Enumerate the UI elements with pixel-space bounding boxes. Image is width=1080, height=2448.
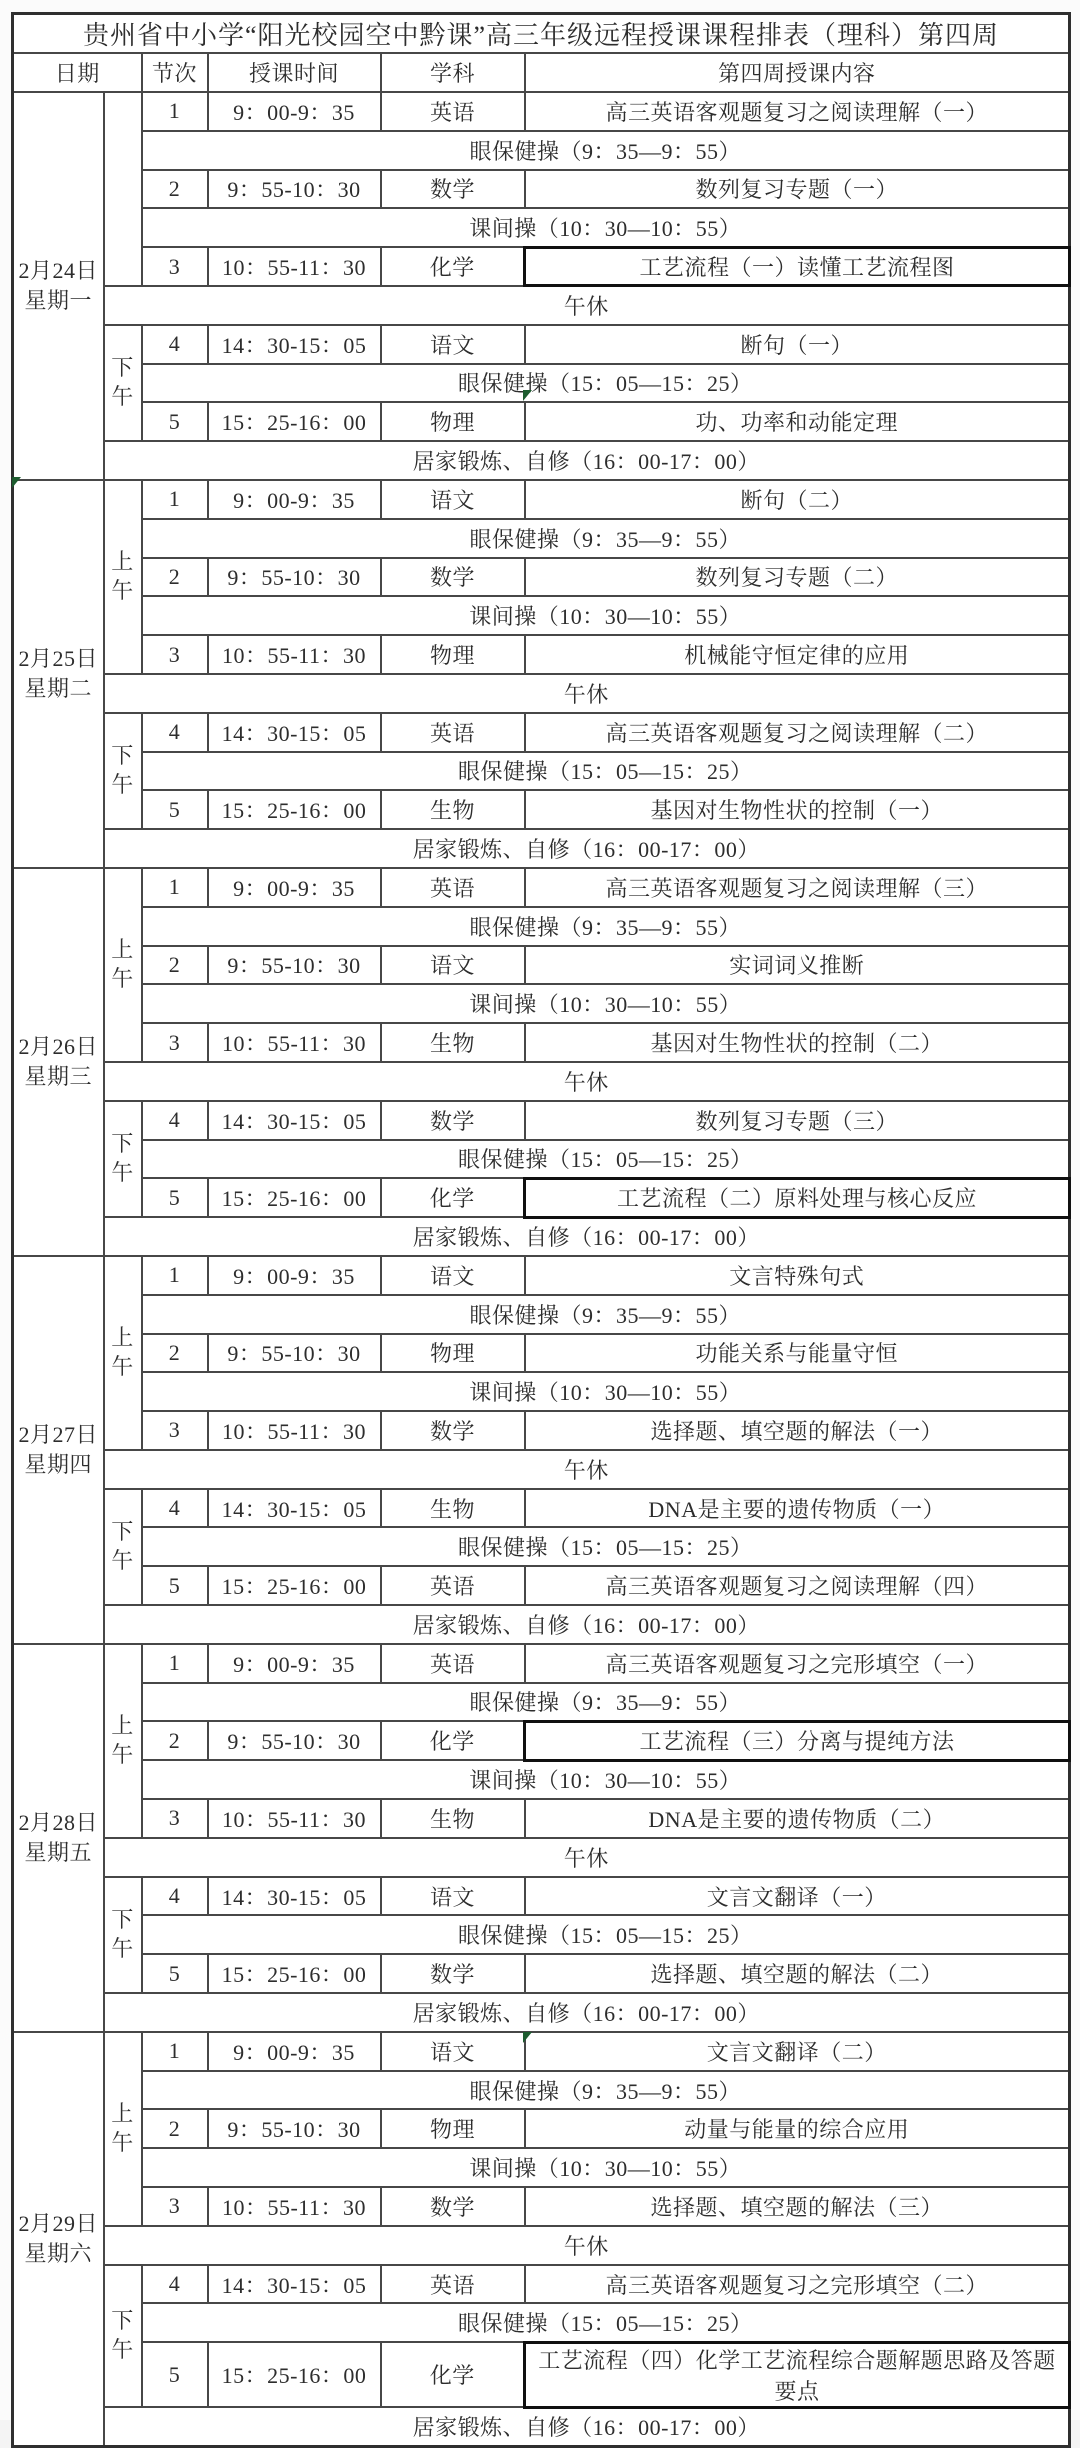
am-pm-label: 下午 [104, 2265, 142, 2408]
timetable [11, 12, 1071, 2448]
noon-break-row: 午休 [104, 1062, 1070, 1101]
lesson-subject: 英语 [381, 2265, 525, 2304]
period-number: 5 [142, 790, 208, 829]
col-header-content: 第四周授课内容 [525, 53, 1070, 92]
lesson-content: 高三英语客观题复习之阅读理解（二） [525, 713, 1070, 752]
lesson-content: 工艺流程（一）读懂工艺流程图 [525, 247, 1070, 286]
lesson-content: 选择题、填空题的解法（一） [525, 1411, 1070, 1450]
lesson-time: 10：55-11：30 [208, 2187, 381, 2226]
col-header-subject: 学科 [381, 53, 525, 92]
period-number: 3 [142, 2187, 208, 2226]
am-pm-label: 下午 [104, 1101, 142, 1217]
period-number: 1 [142, 92, 208, 131]
lesson-subject: 生物 [381, 1023, 525, 1062]
lesson-content: 文言文翻译（二） [525, 2032, 1070, 2071]
lesson-time: 15：25-16：00 [208, 402, 381, 441]
col-header-time: 授课时间 [208, 53, 381, 92]
lesson-content: DNA是主要的遗传物质（二） [525, 1799, 1070, 1838]
period-number: 3 [142, 635, 208, 674]
lesson-subject: 化学 [381, 247, 525, 286]
period-number: 5 [142, 2342, 208, 2407]
date-cell [13, 480, 104, 868]
period-number: 2 [142, 2109, 208, 2148]
period-number: 2 [142, 170, 208, 209]
lesson-time: 9：55-10：30 [208, 558, 381, 597]
date-cell [13, 92, 104, 480]
lesson-time: 14：30-15：05 [208, 1877, 381, 1916]
period-number: 4 [142, 2265, 208, 2304]
lesson-time: 14：30-15：05 [208, 713, 381, 752]
lesson-content: 高三英语客观题复习之阅读理解（四） [525, 1566, 1070, 1605]
lesson-content: 数列复习专题（一） [525, 170, 1070, 209]
lesson-content: 高三英语客观题复习之完形填空（二） [525, 2265, 1070, 2304]
green-corner-marker [523, 2032, 532, 2043]
eye-exercise-row: 眼保健操（9：35—9：55） [142, 1295, 1070, 1334]
lesson-content: 高三英语客观题复习之阅读理解（一） [525, 92, 1070, 131]
date-cell [13, 868, 104, 1256]
lesson-time: 9：00-9：35 [208, 92, 381, 131]
date-text: 2月26日 [18, 1034, 98, 1060]
lesson-content: 文言特殊句式 [525, 1256, 1070, 1295]
eye-exercise-row: 眼保健操（9：35—9：55） [142, 131, 1070, 170]
lesson-time: 15：25-16：00 [208, 1178, 381, 1217]
lesson-time: 9：00-9：35 [208, 480, 381, 519]
lesson-subject: 语文 [381, 325, 525, 364]
date-text: 2月29日 [18, 2210, 98, 2236]
eye-exercise-row: 眼保健操（9：35—9：55） [142, 1683, 1070, 1722]
lesson-time: 9：00-9：35 [208, 868, 381, 907]
lesson-subject: 化学 [381, 1178, 525, 1217]
weekday-text: 星期六 [24, 2240, 92, 2266]
period-number: 1 [142, 1256, 208, 1295]
eye-exercise-row: 眼保健操（15：05—15：25） [142, 364, 1070, 403]
period-number: 4 [142, 1877, 208, 1916]
date-text: 2月28日 [18, 1810, 98, 1836]
period-number: 3 [142, 1023, 208, 1062]
lesson-content: 断句（二） [525, 480, 1070, 519]
lesson-subject: 数学 [381, 1954, 525, 1993]
date-text: 2月25日 [18, 646, 98, 672]
lesson-time: 9：55-10：30 [208, 1334, 381, 1373]
eye-exercise-row: 眼保健操（9：35—9：55） [142, 907, 1070, 946]
lesson-subject: 物理 [381, 402, 525, 441]
period-number: 1 [142, 480, 208, 519]
lesson-content: DNA是主要的遗传物质（一） [525, 1489, 1070, 1528]
col-header-period: 节次 [142, 53, 208, 92]
lesson-content: 数列复习专题（三） [525, 1101, 1070, 1140]
recess-row: 课间操（10：30—10：55） [142, 208, 1070, 247]
lesson-content: 基因对生物性状的控制（一） [525, 790, 1070, 829]
lesson-time: 10：55-11：30 [208, 1411, 381, 1450]
lesson-subject: 英语 [381, 1566, 525, 1605]
noon-break-row: 午休 [104, 1450, 1070, 1489]
page-title: 贵州省中小学“阳光校园空中黔课”高三年级远程授课课程排表（理科）第四周 [13, 14, 1070, 54]
period-number: 2 [142, 558, 208, 597]
lesson-subject: 数学 [381, 558, 525, 597]
lesson-time: 14：30-15：05 [208, 2265, 381, 2304]
recess-row: 课间操（10：30—10：55） [142, 1760, 1070, 1799]
am-pm-label: 上午 [104, 868, 142, 1062]
am-pm-label: 上午 [104, 1644, 142, 1838]
lesson-time: 9：00-9：35 [208, 1644, 381, 1683]
lesson-time: 10：55-11：30 [208, 1023, 381, 1062]
lesson-content: 工艺流程（二）原料处理与核心反应 [525, 1178, 1070, 1217]
weekday-text: 星期二 [24, 675, 92, 701]
lesson-time: 14：30-15：05 [208, 1101, 381, 1140]
lesson-content: 选择题、填空题的解法（三） [525, 2187, 1070, 2226]
lesson-subject: 化学 [381, 2342, 525, 2407]
am-pm-label: 上午 [104, 480, 142, 674]
period-number: 1 [142, 1644, 208, 1683]
lesson-time: 9：00-9：35 [208, 1256, 381, 1295]
eye-exercise-row: 眼保健操（9：35—9：55） [142, 519, 1070, 558]
lesson-time: 15：25-16：00 [208, 1566, 381, 1605]
lesson-content: 断句（一） [525, 325, 1070, 364]
period-number: 5 [142, 1178, 208, 1217]
lesson-time: 9：55-10：30 [208, 170, 381, 209]
date-cell [13, 1644, 104, 2032]
lesson-time: 15：25-16：00 [208, 2342, 381, 2407]
lesson-subject: 物理 [381, 635, 525, 674]
lesson-subject: 英语 [381, 92, 525, 131]
recess-row: 课间操（10：30—10：55） [142, 596, 1070, 635]
green-corner-marker [12, 477, 21, 488]
am-pm-label: 下午 [104, 713, 142, 829]
col-header-date: 日期 [13, 53, 142, 92]
lesson-time: 10：55-11：30 [208, 1799, 381, 1838]
lesson-content: 工艺流程（四）化学工艺流程综合题解题思路及答题要点 [525, 2342, 1070, 2407]
period-number: 5 [142, 1566, 208, 1605]
lesson-time: 9：00-9：35 [208, 2032, 381, 2071]
lesson-content: 工艺流程（三）分离与提纯方法 [525, 1721, 1070, 1760]
evening-activity-row: 居家锻炼、自修（16：00-17：00） [104, 1605, 1070, 1644]
am-pm-label: 下午 [104, 325, 142, 441]
lesson-time: 9：55-10：30 [208, 946, 381, 985]
date-text: 2月27日 [18, 1422, 98, 1448]
lesson-content: 功能关系与能量守恒 [525, 1334, 1070, 1373]
am-pm-label: 下午 [104, 1489, 142, 1605]
period-number: 4 [142, 1489, 208, 1528]
period-number: 5 [142, 402, 208, 441]
lesson-time: 10：55-11：30 [208, 635, 381, 674]
date-text: 2月24日 [18, 258, 98, 284]
period-number: 4 [142, 1101, 208, 1140]
lesson-content: 高三英语客观题复习之完形填空（一） [525, 1644, 1070, 1683]
evening-activity-row: 居家锻炼、自修（16：00-17：00） [104, 441, 1070, 480]
lesson-time: 14：30-15：05 [208, 1489, 381, 1528]
lesson-subject: 数学 [381, 170, 525, 209]
recess-row: 课间操（10：30—10：55） [142, 2148, 1070, 2187]
lesson-time: 14：30-15：05 [208, 325, 381, 364]
lesson-time: 9：55-10：30 [208, 2109, 381, 2148]
lesson-time: 9：55-10：30 [208, 1721, 381, 1760]
lesson-subject: 英语 [381, 713, 525, 752]
lesson-subject: 语文 [381, 1256, 525, 1295]
eye-exercise-row: 眼保健操（15：05—15：25） [142, 752, 1070, 791]
lesson-time: 15：25-16：00 [208, 1954, 381, 1993]
period-number: 4 [142, 713, 208, 752]
lesson-content: 实词词义推断 [525, 946, 1070, 985]
weekday-text: 星期五 [24, 1839, 92, 1865]
period-number: 3 [142, 1411, 208, 1450]
lesson-time: 10：55-11：30 [208, 247, 381, 286]
period-number: 4 [142, 325, 208, 364]
lesson-subject: 物理 [381, 1334, 525, 1373]
period-number: 3 [142, 1799, 208, 1838]
lesson-content: 数列复习专题（二） [525, 558, 1070, 597]
date-cell [13, 2032, 104, 2446]
lesson-subject: 生物 [381, 1489, 525, 1528]
eye-exercise-row: 眼保健操（15：05—15：25） [142, 2303, 1070, 2342]
lesson-time: 15：25-16：00 [208, 790, 381, 829]
lesson-subject: 数学 [381, 2187, 525, 2226]
noon-break-row: 午休 [104, 286, 1070, 325]
evening-activity-row: 居家锻炼、自修（16：00-17：00） [104, 1993, 1070, 2032]
lesson-content: 功、功率和动能定理 [525, 402, 1070, 441]
lesson-subject: 语文 [381, 2032, 525, 2071]
lesson-subject: 语文 [381, 1877, 525, 1916]
lesson-content: 机械能守恒定律的应用 [525, 635, 1070, 674]
lesson-content: 动量与能量的综合应用 [525, 2109, 1070, 2148]
noon-break-row: 午休 [104, 674, 1070, 713]
recess-row: 课间操（10：30—10：55） [142, 1372, 1070, 1411]
period-number: 2 [142, 1334, 208, 1373]
recess-row: 课间操（10：30—10：55） [142, 984, 1070, 1023]
period-number: 1 [142, 868, 208, 907]
period-number: 3 [142, 247, 208, 286]
lesson-content: 高三英语客观题复习之阅读理解（三） [525, 868, 1070, 907]
lesson-subject: 生物 [381, 790, 525, 829]
lesson-subject: 数学 [381, 1101, 525, 1140]
weekday-text: 星期三 [24, 1063, 92, 1089]
lesson-subject: 语文 [381, 480, 525, 519]
noon-break-row: 午休 [104, 2226, 1070, 2265]
eye-exercise-row: 眼保健操（9：35—9：55） [142, 2071, 1070, 2110]
lesson-subject: 物理 [381, 2109, 525, 2148]
noon-break-row: 午休 [104, 1838, 1070, 1877]
lesson-content: 文言文翻译（一） [525, 1877, 1070, 1916]
lesson-subject: 英语 [381, 868, 525, 907]
eye-exercise-row: 眼保健操（15：05—15：25） [142, 1140, 1070, 1179]
period-number: 2 [142, 946, 208, 985]
lesson-subject: 英语 [381, 1644, 525, 1683]
lesson-subject: 化学 [381, 1721, 525, 1760]
lesson-subject: 语文 [381, 946, 525, 985]
evening-activity-row: 居家锻炼、自修（16：00-17：00） [104, 829, 1070, 868]
weekday-text: 星期四 [24, 1451, 92, 1477]
am-pm-label: 下午 [104, 1877, 142, 1993]
lesson-content: 基因对生物性状的控制（二） [525, 1023, 1070, 1062]
am-pm-label [104, 92, 142, 286]
am-pm-label: 上午 [104, 2032, 142, 2226]
weekday-text: 星期一 [24, 287, 92, 313]
lesson-subject: 生物 [381, 1799, 525, 1838]
eye-exercise-row: 眼保健操（15：05—15：25） [142, 1915, 1070, 1954]
lesson-content: 选择题、填空题的解法（二） [525, 1954, 1070, 1993]
date-cell [13, 1256, 104, 1644]
am-pm-label: 上午 [104, 1256, 142, 1450]
lesson-subject: 数学 [381, 1411, 525, 1450]
period-number: 5 [142, 1954, 208, 1993]
evening-activity-row: 居家锻炼、自修（16：00-17：00） [104, 1217, 1070, 1256]
evening-activity-row: 居家锻炼、自修（16：00-17：00） [104, 2407, 1070, 2446]
period-number: 2 [142, 1721, 208, 1760]
period-number: 1 [142, 2032, 208, 2071]
eye-exercise-row: 眼保健操（15：05—15：25） [142, 1527, 1070, 1566]
green-corner-marker [523, 390, 532, 401]
